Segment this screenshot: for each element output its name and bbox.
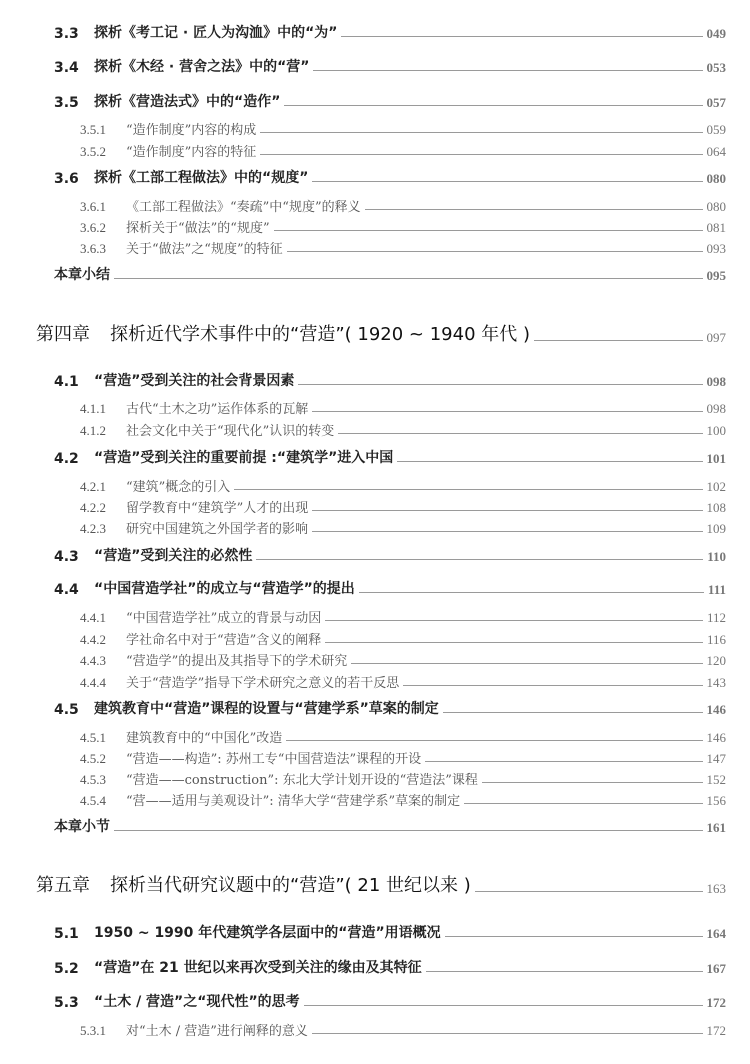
toc-entry-page-number: 080: [706, 171, 726, 186]
toc-entry-title: “造作制度”内容的构成: [126, 123, 257, 138]
toc-entry-number: 4.3: [54, 549, 79, 565]
toc-entry-sum[interactable]: [0, 262, 726, 284]
dot-leader-line: [256, 559, 703, 560]
toc-entry-sub[interactable]: [0, 138, 726, 160]
toc-entry-page-number: 108: [706, 500, 726, 515]
toc-entry-sub[interactable]: [0, 395, 726, 417]
toc-entry-page-number: 109: [706, 521, 726, 536]
toc-entry-sub[interactable]: [0, 745, 726, 767]
toc-entry-page-number: 100: [706, 423, 726, 438]
toc-entry-number: 3.6.1: [80, 199, 106, 214]
dot-leader-line: [286, 740, 702, 741]
dot-leader-line: [312, 181, 702, 182]
toc-entry-page-number: 152: [706, 772, 726, 787]
toc-entry-title: 1950 ~ 1990 年代建筑学各层面中的“营造”用语概况: [94, 925, 441, 941]
toc-entry-number: 4.2.2: [80, 500, 106, 515]
toc-entry-title: 探析近代学术事件中的“营造”( 1920 ~ 1940 年代 ): [110, 324, 531, 345]
dot-leader-line: [312, 411, 702, 412]
toc-entry-sec[interactable]: [0, 54, 726, 76]
toc-entry-sec[interactable]: [0, 955, 726, 977]
toc-entry-number: 4.2.1: [80, 479, 106, 494]
toc-entry-page-number: 146: [706, 730, 726, 745]
toc-entry-title: “营造学”的提出及其指导下的学术研究: [126, 654, 348, 669]
toc-entry-sec[interactable]: [0, 368, 726, 390]
dot-leader-line: [397, 461, 702, 462]
toc-entry-title: “营造——construction”: 东北大学计划开设的“营造法”课程: [126, 773, 478, 788]
dot-leader-line: [445, 936, 703, 937]
toc-entry-number: 3.5.2: [80, 144, 106, 159]
toc-entry-page-number: 112: [706, 610, 726, 625]
dot-leader-line: [351, 663, 702, 664]
dot-leader-line: [403, 685, 702, 686]
toc-entry-number: 5.3.1: [80, 1023, 106, 1038]
dot-leader-line: [260, 154, 702, 155]
toc-entry-title: “中国营造学社”成立的背景与动因: [126, 611, 322, 626]
toc-entry-page-number: 110: [707, 549, 726, 564]
toc-entry-page-number: 120: [706, 653, 726, 668]
toc-entry-title: “造作制度”内容的特征: [126, 145, 257, 160]
toc-entry-page-number: 156: [706, 793, 726, 808]
toc-entry-number: 3.4: [54, 60, 79, 76]
toc-entry-title: 建筑教育中“营造”课程的设置与“营建学系”草案的制定: [94, 701, 439, 717]
dot-leader-line: [312, 1033, 703, 1034]
toc-entry-sub[interactable]: [0, 417, 726, 439]
dot-leader-line: [260, 132, 702, 133]
toc-entry-page-number: 095: [706, 268, 726, 283]
toc-entry-title: “营造”受到关注的必然性: [94, 548, 253, 564]
toc-entry-sub[interactable]: [0, 515, 726, 537]
toc-entry-sub[interactable]: [0, 787, 726, 809]
toc-entry-page-number: 098: [706, 401, 726, 416]
toc-entry-sec[interactable]: [0, 89, 726, 111]
toc-entry-title: “营——适用与美观设计”: 清华大学“营建学系”草案的制定: [126, 794, 461, 809]
toc-entry-page-number: 147: [706, 751, 726, 766]
toc-entry-number: 4.4: [54, 582, 79, 598]
toc-entry-page-number: 059: [706, 122, 726, 137]
toc-entry-sub[interactable]: [0, 116, 726, 138]
toc-entry-number: 4.4.4: [80, 675, 106, 690]
dot-leader-line: [338, 433, 702, 434]
dot-leader-line: [426, 971, 703, 972]
toc-entry-number: 4.2: [54, 451, 79, 467]
toc-entry-page-number: 161: [706, 820, 726, 835]
toc-entry-sec[interactable]: [0, 576, 726, 598]
dot-leader-line: [475, 891, 703, 892]
dot-leader-line: [304, 1005, 703, 1006]
toc-entry-number: 5.1: [54, 926, 79, 942]
toc-entry-page-number: 164: [706, 926, 726, 941]
toc-entry-title: 本章小节: [54, 819, 110, 835]
toc-entry-page-number: 146: [706, 702, 726, 717]
dot-leader-line: [287, 251, 703, 252]
dot-leader-line: [312, 510, 702, 511]
toc-entry-number: 3.6.3: [80, 241, 106, 256]
toc-entry-sub[interactable]: [0, 214, 726, 236]
toc-entry-sub[interactable]: [0, 193, 726, 215]
toc-entry-number: 第四章: [36, 324, 90, 345]
dot-leader-line: [284, 105, 702, 106]
dot-leader-line: [312, 531, 702, 532]
dot-leader-line: [425, 761, 702, 762]
toc-entry-number: 3.6: [54, 171, 79, 187]
toc-entry-title: 关于“做法”之“规度”的特征: [126, 242, 283, 257]
toc-entry-sub[interactable]: [0, 766, 726, 788]
toc-entry-sub[interactable]: [0, 724, 726, 746]
toc-entry-sec[interactable]: [0, 20, 726, 42]
dot-leader-line: [313, 70, 702, 71]
toc-entry-title: 《工部工程做法》“奏疏”中“规度”的释义: [126, 200, 361, 215]
dot-leader-line: [114, 278, 703, 279]
dot-leader-line: [114, 830, 703, 831]
toc-entry-number: 3.6.2: [80, 220, 106, 235]
toc-entry-number: 4.5.4: [80, 793, 106, 808]
toc-entry-number: 4.1.2: [80, 423, 106, 438]
toc-entry-sub[interactable]: [0, 626, 726, 648]
toc-entry-title: 社会文化中关于“现代化”认识的转变: [126, 424, 335, 439]
toc-entry-title: “营造”在 21 世纪以来再次受到关注的缘由及其特征: [94, 960, 422, 976]
dot-leader-line: [325, 642, 703, 643]
toc-entry-page-number: 163: [706, 881, 726, 896]
toc-entry-page-number: 053: [706, 60, 726, 75]
toc-entry-title: 建筑教育中的“中国化”改造: [126, 731, 283, 746]
dot-leader-line: [298, 384, 702, 385]
toc-entry-title: 关于“营造学”指导下学术研究之意义的若干反思: [126, 676, 400, 691]
toc-entry-page-number: 101: [706, 451, 726, 466]
toc-entry-number: 4.1: [54, 374, 79, 390]
toc-entry-page-number: 081: [706, 220, 726, 235]
toc-entry-page-number: 172: [706, 1023, 726, 1038]
toc-entry-number: 4.5.1: [80, 730, 106, 745]
toc-entry-sub[interactable]: [0, 647, 726, 669]
toc-entry-title: 对“土木 / 营造”进行阐释的意义: [126, 1024, 308, 1039]
toc-entry-title: 研究中国建筑之外国学者的影响: [126, 522, 309, 537]
toc-entry-page-number: 102: [706, 479, 726, 494]
toc-entry-sub[interactable]: [0, 473, 726, 495]
toc-entry-sec[interactable]: [0, 989, 726, 1011]
toc-entry-number: 4.4.3: [80, 653, 106, 668]
toc-entry-number: 3.3: [54, 26, 79, 42]
toc-entry-sub[interactable]: [0, 669, 726, 691]
toc-entry-page-number: 143: [706, 675, 726, 690]
toc-entry-page-number: 093: [706, 241, 726, 256]
toc-entry-title: “土木 / 营造”之“现代性”的思考: [94, 994, 300, 1010]
toc-entry-number: 3.5: [54, 95, 79, 111]
toc-entry-sec[interactable]: [0, 543, 726, 565]
dot-leader-line: [482, 782, 703, 783]
toc-entry-sec[interactable]: [0, 696, 726, 718]
dot-leader-line: [234, 489, 702, 490]
toc-entry-page-number: 098: [706, 374, 726, 389]
dot-leader-line: [359, 592, 704, 593]
toc-entry-sub[interactable]: [0, 604, 726, 626]
toc-entry-title: 探析《营造法式》中的“造作”: [94, 94, 281, 110]
toc-entry-number: 4.2.3: [80, 521, 106, 536]
toc-entry-page-number: 064: [706, 144, 726, 159]
toc-entry-title: 探析《工部工程做法》中的“规度”: [94, 170, 309, 186]
dot-leader-line: [365, 209, 703, 210]
dot-leader-line: [274, 230, 703, 231]
toc-entry-page-number: 111: [707, 582, 726, 597]
toc-entry-number: 4.5: [54, 702, 79, 718]
toc-entry-title: “营造——构造”: 苏州工专“中国营造法”课程的开设: [126, 752, 422, 767]
toc-entry-sec[interactable]: [0, 920, 726, 942]
toc-entry-title: 探析《考工记 · 匠人为沟洫》中的“为”: [94, 25, 338, 41]
toc-entry-title: 探析《木经 · 营舍之法》中的“营”: [94, 59, 310, 75]
toc-entry-page-number: 080: [706, 199, 726, 214]
toc-entry-number: 4.4.1: [80, 610, 106, 625]
toc-entry-sub[interactable]: [0, 235, 726, 257]
toc-entry-number: 4.1.1: [80, 401, 106, 416]
toc-entry-title: 留学教育中“建筑学”人才的出现: [126, 501, 309, 516]
toc-entry-title: 学社命名中对于“营造”含义的阐释: [126, 633, 322, 648]
toc-entry-sub[interactable]: [0, 1017, 726, 1039]
toc-entry-number: 4.5.3: [80, 772, 106, 787]
toc-entry-number: 4.4.2: [80, 632, 106, 647]
toc-entry-title: 探析当代研究议题中的“营造”( 21 世纪以来 ): [110, 875, 471, 896]
toc-entry-page-number: 049: [706, 26, 726, 41]
toc-entry-number: 第五章: [36, 875, 90, 896]
toc-entry-page-number: 172: [706, 995, 726, 1010]
toc-entry-title: “营造”受到关注的重要前提 :“建筑学”进入中国: [94, 450, 394, 466]
toc-entry-page-number: 057: [706, 95, 726, 110]
toc-entry-title: 探析关于“做法”的“规度”: [126, 221, 270, 236]
dot-leader-line: [325, 620, 703, 621]
dot-leader-line: [464, 803, 702, 804]
toc-entry-sum[interactable]: [0, 814, 726, 836]
toc-entry-number: 3.5.1: [80, 122, 106, 137]
toc-entry-chap[interactable]: [0, 875, 726, 897]
toc-entry-title: 本章小结: [54, 267, 110, 283]
toc-entry-title: “中国营造学社”的成立与“营造学”的提出: [94, 581, 355, 597]
toc-entry-number: 5.3: [54, 995, 79, 1011]
toc-entry-page-number: 097: [706, 330, 726, 345]
toc-entry-sec[interactable]: [0, 165, 726, 187]
toc-entry-title: “建筑”概念的引入: [126, 480, 231, 495]
dot-leader-line: [443, 712, 703, 713]
toc-entry-page-number: 167: [706, 961, 726, 976]
toc-entry-title: “营造”受到关注的社会背景因素: [94, 373, 295, 389]
toc-entry-chap[interactable]: [0, 324, 726, 346]
toc-entry-number: 4.5.2: [80, 751, 106, 766]
dot-leader-line: [341, 36, 702, 37]
dot-leader-line: [534, 340, 702, 341]
toc-entry-page-number: 116: [706, 632, 726, 647]
toc-entry-sec[interactable]: [0, 445, 726, 467]
toc-entry-sub[interactable]: [0, 494, 726, 516]
toc-entry-number: 5.2: [54, 961, 79, 977]
toc-entry-title: 古代“土木之功”运作体系的瓦解: [126, 402, 309, 417]
